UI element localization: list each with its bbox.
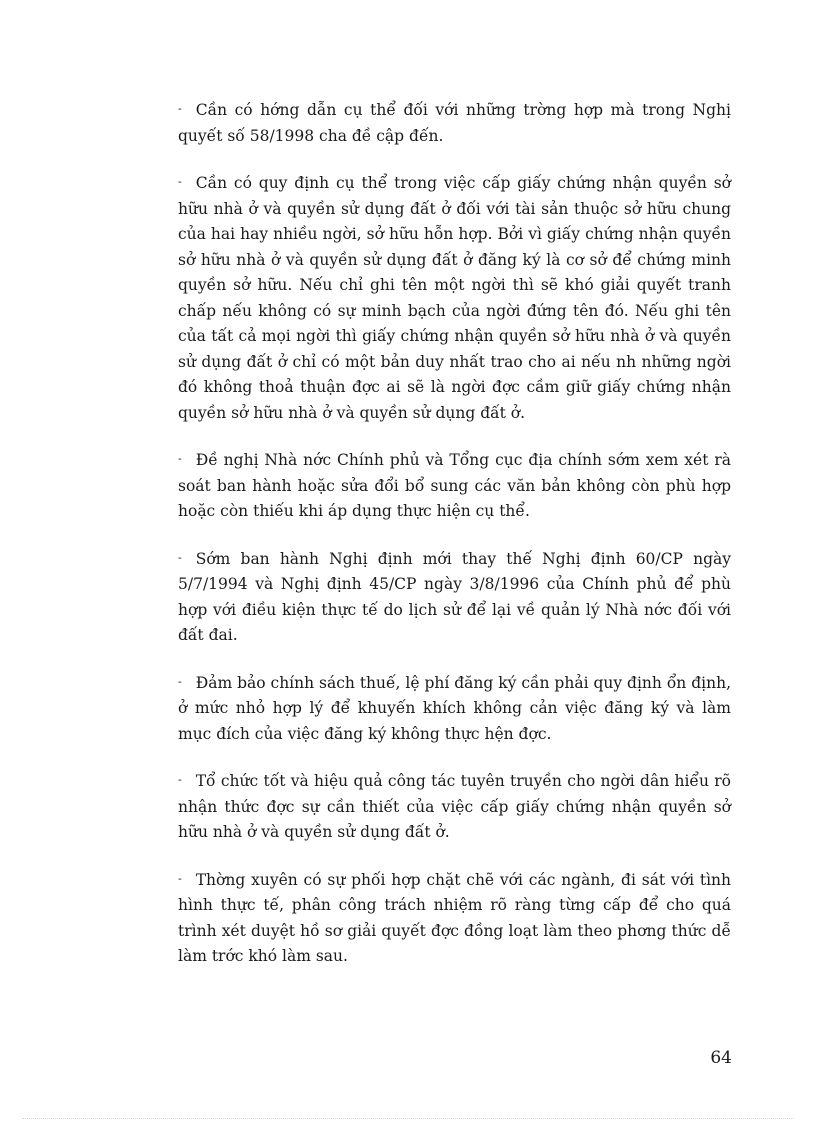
paragraph-7 bbox=[178, 866, 731, 970]
paragraph-text: Thờng xuyên có sự phối hợp chặt chẽ với các ngành, đi sát với tình hình thực tế, phân công trách nhiệm rõ ràng từng cấp để cho quá trình xét duyệt hồ sơ giải quyết đợc đồng loạt làm theo phơng thức dễ làm trớc khó làm sau. bbox=[178, 870, 731, 965]
paragraph-4 bbox=[178, 545, 731, 649]
page-number: 64 bbox=[710, 1048, 732, 1068]
paragraph-text: Cần có quy định cụ thể trong việc cấp giấy chứng nhận quyền sở hữu nhà ở và quyền sử dụng đất ở đối với tài sản thuộc sở hữu chung của hai hay nhiều ngời, sở hữu hỗn hợp. Bởi vì giấy chứng nhận quyền sở hữu nhà ở và quyền sử dụng đất ở đăng ký là cơ sở để chứng minh quyền sở hữu. Nếu chỉ ghi tên một ngời thì sẽ khó giải quyết tranh chấp nếu không có sự minh bạch của ngời đứng tên đó. Nếu ghi tên của tất cả mọi ngời thì giấy chứng nhận quyền sở hữu nhà ở và quyền sử dụng đất ở chỉ có một bản duy nhất trao cho ai nếu nh những ngời đó không thoả thuận đợc ai sẽ là ngời đợc cầm giữ giấy chứng nhận quyền sở hữu nhà ở và quyền sử dụng đất ở. bbox=[178, 174, 731, 422]
bullet-dash: - bbox=[178, 175, 182, 188]
paragraph-5 bbox=[178, 669, 731, 748]
paragraph-text: Tổ chức tốt và hiệu quả công tác tuyên truyền cho ngời dân hiểu rõ nhận thức đợc sự cần thiết của việc cấp giấy chứng nhận quyền sở hữu nhà ở và quyền sử dụng đất ở. bbox=[178, 772, 731, 841]
bullet-dash: - bbox=[178, 550, 182, 564]
bullet-dash: - bbox=[178, 452, 182, 465]
bullet-dash: - bbox=[178, 102, 182, 115]
paragraph-text: Sớm ban hành Nghị định mới thay thế Nghị định 60/CP ngày 5/7/1994 và Nghị định 45/CP ngày 3/8/1996 của Chính phủ để phù hợp với điều kiện thực tế do lịch sử để lại về quản lý Nhà nớc đối với đất đai. bbox=[178, 549, 731, 644]
bullet-dash: - bbox=[178, 871, 182, 885]
paragraph-text: Cần có hớng dẫn cụ thể đối với những trờng hợp mà trong Nghị quyết số 58/1998 cha đề cập đến. bbox=[178, 101, 731, 145]
paragraph-text: Đảm bảo chính sách thuế, lệ phí đăng ký cần phải quy định ổn định, ở mức nhỏ hợp lý để khuyến khích không cản việc đăng ký và làm mục đích của việc đăng ký không thực hện đợc. bbox=[178, 673, 731, 743]
paragraph-1 bbox=[178, 96, 731, 149]
document-body bbox=[178, 96, 731, 990]
paragraph-2 bbox=[178, 169, 731, 426]
page-bottom-divider bbox=[22, 1118, 794, 1119]
paragraph-text: Đề nghị Nhà nớc Chính phủ và Tổng cục địa chính sớm xem xét rà soát ban hành hoặc sửa đổi bổ sung các văn bản không còn phù hợp hoặc còn thiếu khi áp dụng thực hiện cụ thể. bbox=[178, 451, 731, 520]
bullet-dash: - bbox=[178, 773, 182, 786]
bullet-dash: - bbox=[178, 674, 182, 688]
paragraph-3 bbox=[178, 446, 731, 525]
paragraph-6 bbox=[178, 767, 731, 846]
